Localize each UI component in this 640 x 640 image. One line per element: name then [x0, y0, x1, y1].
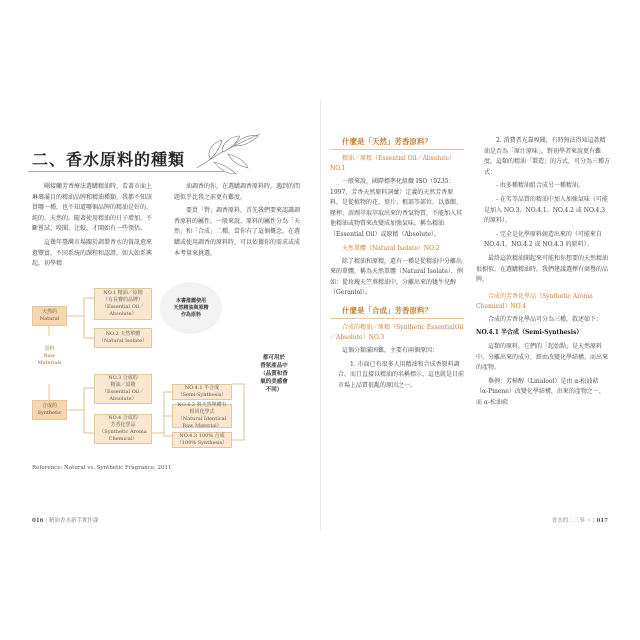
running-head: 精油香水新手實作課 [48, 518, 99, 524]
raw-material-diagram [32, 288, 306, 448]
natural-box: 天然的 Natural [32, 306, 67, 326]
right-page [320, 100, 626, 530]
no42-box: NO.4.2 與天然單體有 相同化學式 （Natural Identical Raw Material） [172, 404, 232, 428]
heading-rule [330, 318, 464, 319]
heading-rule [330, 149, 464, 150]
paragraph: 這類的原料，它們的「起始點」是天然原料中，分離出來的成分，經由改變化學結構，而出來的產物。 [476, 342, 609, 372]
paragraph: 油調香的你，在選購調香原料時，遇到的問題似乎比我之前更有難度。 [174, 183, 301, 201]
left-footer [32, 516, 98, 524]
leaf-illustration [192, 128, 266, 176]
left-column-1 [32, 182, 156, 270]
recommendation-circle: 本書推薦使用 天然精油與原精 作為原料 [160, 282, 222, 334]
footer-ornament: ✧ | [586, 518, 597, 524]
reference-citation: Reference: Natural vs. Synthetic Fragrance, 2011 [32, 465, 172, 471]
question-heading: 什麼是「天然」芳香原料？ [342, 137, 432, 146]
page-number: 017 [596, 518, 608, 524]
question-heading: 什麼是「合成」芳香原料？ [342, 305, 432, 315]
list-item: 2. 消費者光靠嗅聞，有時無法得知這款精油是否為「原汁原味」，對初學者來說更有難度，這類的精油「製造」的方式，可分為三種方式： [484, 137, 611, 176]
paragraph: 這個分類滿困難，主要有兩個原因： [342, 346, 439, 354]
paragraph: 最終這款精油聞起來可能和你想要的天然精油很相似，在選購精油時，我們建議選擇有商譽的品牌。 [476, 254, 609, 284]
no41-box: NO.4.1 半合成 （Semi-Synthesis） [172, 384, 232, 400]
paragraph: 這幾年臺灣市場關於調製香水的資訊愈來愈豐富，不同系統的課程和認證，如大如系興起，初學精 [32, 238, 153, 268]
raw-materials-label: 原料 Raw Materials [37, 346, 62, 366]
list-item: - 在劣等品質的精油中加入加強氣味（可能是加入 NO.3、NO.4.1、NO.4.2 或 NO.4.3 的原料）。 [484, 195, 608, 225]
synthetic-box: 合成的 Synthetic [32, 400, 67, 420]
left-page [14, 100, 320, 530]
section-title: 二、香水原料的種類 [32, 150, 186, 169]
left-column-2 [174, 182, 302, 259]
footer-ornament: | [45, 518, 49, 524]
list-item: - 完全是化學原料創造出來的（可能來自 NO.4.1、NO.4.2 或 NO.4.3 的原料）。 [484, 230, 602, 249]
subheading: 合成的精油／原精（Synthetic EssentialOil／Absolute）NO.3 [330, 323, 464, 341]
paragraph: 合成的芳香化學品可分為三種，敘述如下： [488, 315, 603, 323]
no2-box: NO.2 天然單體 （Natural Isolate） [94, 328, 152, 348]
subheading-bold: NO.4.1 半合成（Semi-Synthesis） [476, 329, 583, 337]
right-footer [552, 516, 608, 524]
subheading: 天然單體（Natural Isolate）NO.2 [342, 244, 440, 252]
no3-box: NO.3 合成的 精油／原精 （Essential Oil／ Absolute） [94, 374, 152, 404]
page-number: 016 [32, 518, 44, 524]
title-underline [28, 171, 224, 172]
right-column-2 [476, 136, 610, 408]
no4-box: NO.4 合成的 芳香化學品 （Synthetic Aroma Chemical） [94, 414, 152, 444]
book-spread [14, 100, 626, 530]
list-item: 1. 市面已有很多人用精油和合成香原料調合，而且直接以精油的名稱標示，這也就是目前市場上品質很亂的原因之一。 [338, 360, 465, 389]
list-item: - 由多種精油組合成另一種精油。 [496, 182, 584, 190]
no43-box: NO.4.3 100% 合成 （100% Synthesis） [172, 432, 232, 448]
no1-box: NO.1 精油／原精 （有長響的品牌） （Essential Oil／ Absolute） [94, 288, 152, 320]
paragraph: 舉例：芳樟醇（Linalool）是由 α-松油萜（α-Pinene）改變化學結構，出來的產物之一，而 α-松油萜 [476, 377, 605, 406]
paragraph: 剛接觸芳香療法選購精油時，看著市面上琳瑯滿目的精油品牌和精油種類，我都不知該買哪一種，也不知道哪個品牌的精油是好的、純的、天然的。隨著使用精油的日子增加，不斷嘗試、嗅聞、比較，才開始有一些領悟。 [32, 183, 153, 233]
paragraph: 要買「對」調香原料，首先我們要來認識調香原料的屬性。一般來說，原料的屬性分為「天然」和「合成」二種，當你有了這個概念，在選購或使用調香的原料時，可以依據你的需求或成本考量來挑選。 [174, 207, 301, 257]
subheading: 合成的芳香化學品（Synthetic Aroma Chemical）NO.4 [476, 292, 593, 310]
right-column-1 [330, 136, 464, 391]
paragraph: 除了精油和原精，還有一種是從精油中分離出來的單體，稱為天然單體（Natural Isolate），例如：從玫瑰天竺葵精油中，分離出來的牻牛兒醇（Geraniol）。 [330, 257, 463, 297]
subheading: 精油／原精（Essential Oil／Absolute）NO.1 [330, 155, 456, 172]
running-head: 香水的二三事 [551, 518, 585, 524]
usage-note: 都可用於 香氛產品中 （品質和香 氣的美感會 不同） [260, 355, 288, 393]
paragraph: 一般來說，國際標準化組織 ISO（9235：1997，芳香天然原料詞彙）定義的天然芳香原料，是從植物的花、葉片、根部等部位，以蒸餾、壓榨、溶劑萃取萃取出來的香氣物質，不能加入其他精油或物質來改變成加強氣味，稱為精油（Essential Oil）或原精（Absolute）。 [330, 178, 463, 238]
